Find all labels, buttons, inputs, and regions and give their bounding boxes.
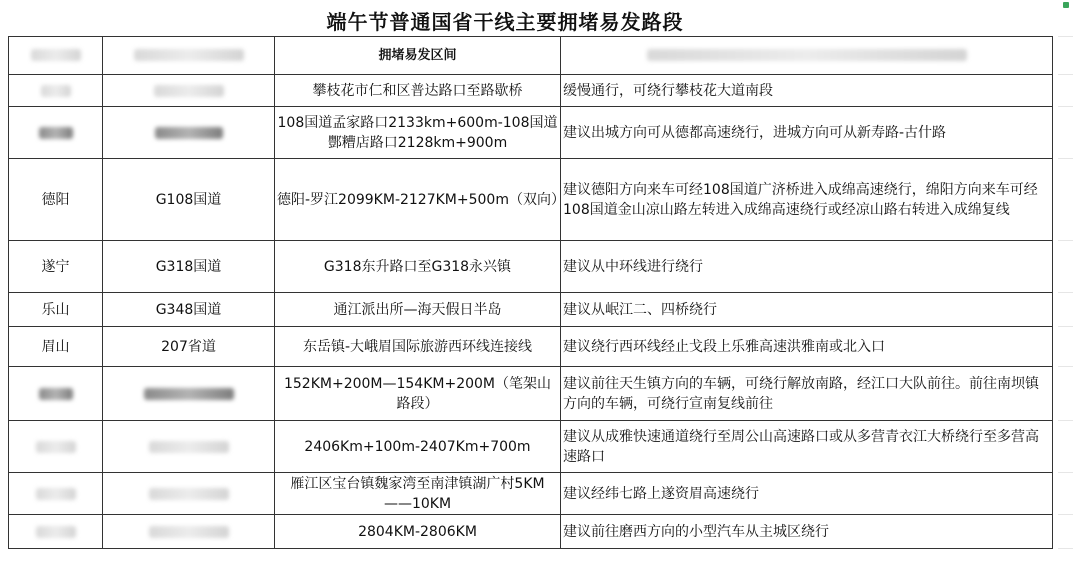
advice-cell: 建议前往天生镇方向的车辆，可绕行解放南路，经江口大队前往。前往南坝镇方向的车辆，可绕行宣南复线前往: [561, 367, 1053, 421]
road-cell: 207省道: [103, 327, 275, 367]
road-cell: [103, 421, 275, 473]
road-cell: G348国道: [103, 293, 275, 327]
header-advice: [561, 37, 1053, 75]
city-cell: [9, 515, 103, 549]
header-section: 拥堵易发区间: [275, 37, 561, 75]
table-row: [9, 293, 1053, 327]
section-cell: 攀枝花市仁和区普达路口至路歇桥: [275, 75, 561, 107]
city-cell: [9, 473, 103, 515]
advice-cell: 建议前往磨西方向的小型汽车从主城区绕行: [561, 515, 1053, 549]
header-road: [103, 37, 275, 75]
advice-cell: 建议经纬七路上遂资眉高速绕行: [561, 473, 1053, 515]
section-cell: 德阳-罗江2099KM-2127KM+500m（双向）: [275, 159, 561, 241]
table-row: [9, 367, 1053, 421]
table-row: [9, 473, 1053, 515]
city-cell: 眉山: [9, 327, 103, 367]
city-cell: [9, 75, 103, 107]
road-cell: G108国道: [103, 159, 275, 241]
road-cell: [103, 473, 275, 515]
table-row: [9, 159, 1053, 241]
congestion-table: [8, 36, 1053, 549]
section-cell: G318东升路口至G318永兴镇: [275, 241, 561, 293]
city-cell: 德阳: [9, 159, 103, 241]
road-cell: [103, 75, 275, 107]
advice-cell: 建议从成雅快速通道绕行至周公山高速路口或从多营青衣江大桥绕行至多营高速路口: [561, 421, 1053, 473]
spreadsheet-gridlines: [1058, 0, 1073, 564]
table-row: [9, 515, 1053, 549]
table-row: [9, 327, 1053, 367]
city-cell: 遂宁: [9, 241, 103, 293]
section-cell: 通江派出所—海天假日半岛: [275, 293, 561, 327]
section-cell: 108国道孟家路口2133km+600m-108国道酆糟店路口2128km+900m: [275, 107, 561, 159]
advice-cell: 建议从岷江二、四桥绕行: [561, 293, 1053, 327]
section-cell: 雁江区宝台镇魏家湾至南津镇湖广村5KM——10KM: [275, 473, 561, 515]
advice-cell: 缓慢通行，可绕行攀枝花大道南段: [561, 75, 1053, 107]
table-row: [9, 107, 1053, 159]
road-cell: G318国道: [103, 241, 275, 293]
table-header-row: [9, 37, 1053, 75]
header-city: [9, 37, 103, 75]
table-row: [9, 75, 1053, 107]
advice-cell: 建议出城方向可从德都高速绕行，进城方向可从新寿路-古什路: [561, 107, 1053, 159]
city-cell: [9, 421, 103, 473]
city-cell: [9, 367, 103, 421]
section-cell: 2406Km+100m-2407Km+700m: [275, 421, 561, 473]
section-cell: 152KM+200M—154KM+200M（笔架山路段）: [275, 367, 561, 421]
road-cell: [103, 367, 275, 421]
advice-cell: 建议绕行西环线经止戈段上乐雅高速洪雅南或北入口: [561, 327, 1053, 367]
city-cell: [9, 107, 103, 159]
road-cell: [103, 107, 275, 159]
advice-cell: 建议从中环线进行绕行: [561, 241, 1053, 293]
table-row: [9, 241, 1053, 293]
section-cell: 2804KM-2806KM: [275, 515, 561, 549]
city-cell: 乐山: [9, 293, 103, 327]
table-row: [9, 421, 1053, 473]
section-cell: 东岳镇-大峨眉国际旅游西环线连接线: [275, 327, 561, 367]
page-title: 端午节普通国省干线主要拥堵易发路段: [326, 10, 684, 34]
road-cell: [103, 515, 275, 549]
advice-cell: 建议德阳方向来车可经108国道广济桥进入成绵高速绕行，绵阳方向来车可经108国道金山凉山路左转进入成绵高速绕行或经凉山路右转进入成绵复线: [561, 159, 1053, 241]
